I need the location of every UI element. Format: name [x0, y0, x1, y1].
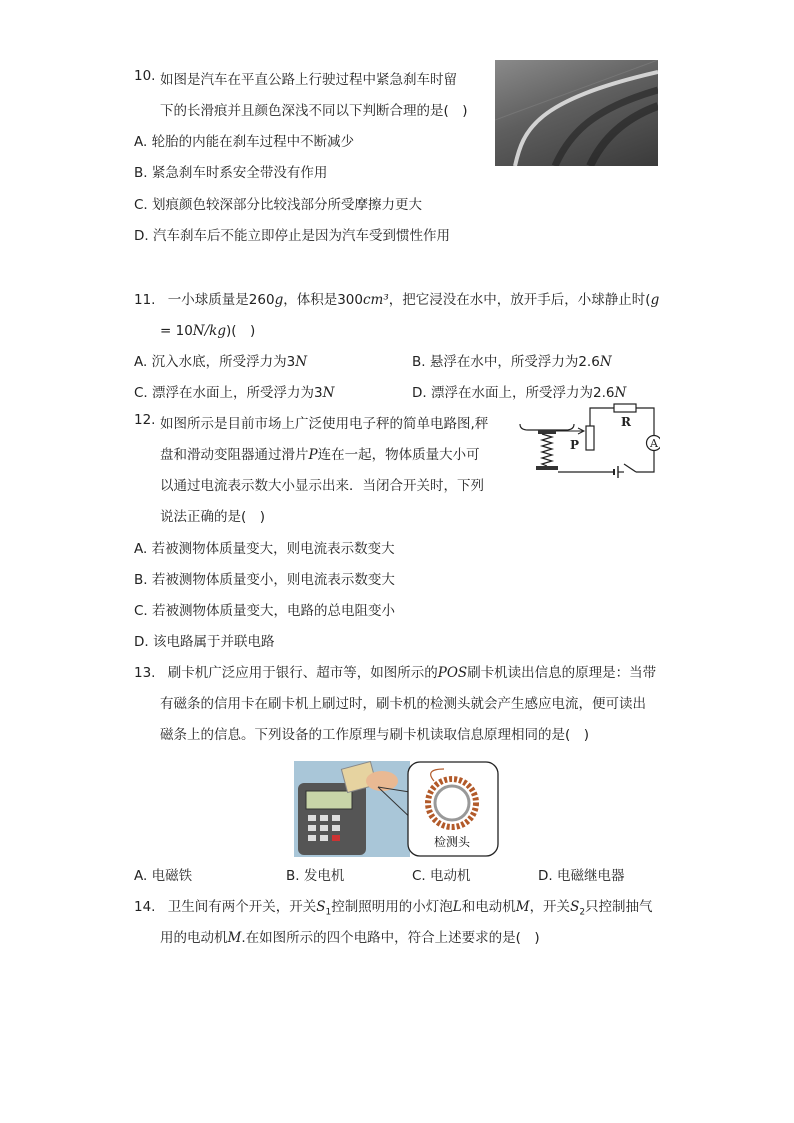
pos-key	[332, 825, 340, 831]
pos-key-red	[332, 835, 340, 841]
q14-stem-line2: 用的电动机M.在如图所示的四个电路中，符合上述要求的是( )	[160, 930, 540, 946]
pos-screen	[306, 791, 352, 809]
q13-option-d: D. 电磁继电器	[538, 868, 625, 884]
q13-option-b: B. 发电机	[286, 868, 345, 884]
pos-key	[332, 815, 340, 821]
scale-pan	[520, 424, 574, 430]
q13-stem-line2: 有磁条的信用卡在刷卡机上刷过时，刷卡机的检测头就会产生感应电流，便可读出	[160, 696, 646, 712]
q12-stem-line4: 说法正确的是( )	[160, 509, 266, 525]
pos-key	[308, 825, 316, 831]
q10-option-d: D. 汽车刹车后不能立即停止是因为汽车受到惯性作用	[134, 228, 450, 244]
q14-stem-line1: 14. 卫生间有两个开关，开关$S_1$控制照明用的小灯泡L和电动机M，开关$S_2$只控制抽气	[134, 899, 653, 918]
wire-top-right	[636, 408, 654, 435]
wire-right	[636, 451, 654, 472]
q12-stem-line3: 以通过电流表示数大小显示出来．当闭合开关时，下列	[160, 478, 484, 494]
q11-option-b: B. 悬浮在水中，所受浮力为2.6N	[412, 354, 612, 370]
q11-stem-line1: 11. 一小球质量是260g，体积是300cm³，把它浸没在水中，放开手后，小球静止时(g	[134, 292, 660, 308]
detector-head-caption: 检测头	[434, 835, 471, 849]
rheostat	[586, 426, 594, 450]
label-p: P	[570, 438, 580, 452]
q12-stem-line1: 如图所示是目前市场上广泛使用电子秤的简单电路图,秤	[160, 416, 489, 432]
q12-option-b: B. 若被测物体质量变小，则电流表示数变大	[134, 572, 395, 588]
q12-option-c: C. 若被测物体质量变大，电路的总电阻变小	[134, 603, 396, 619]
base	[536, 466, 558, 470]
q11-number: 11.	[134, 292, 156, 308]
q12-option-d: D. 该电路属于并联电路	[134, 634, 275, 650]
q10-number: 10.	[134, 68, 156, 84]
q10-stem-line1: 如图是汽车在平直公路上行驶过程中紧急刹车时留	[160, 72, 457, 88]
q11-option-a: A. 沉入水底，所受浮力为3N	[134, 354, 307, 370]
scale-circuit-diagram	[518, 400, 660, 482]
q10-option-c: C. 划痕颜色较深部分比较浅部分所受摩擦力更大	[134, 197, 423, 213]
spring	[542, 434, 552, 466]
q11-stem-line2: = 10N/kg)( )	[160, 323, 256, 339]
q12-number: 12.	[134, 412, 156, 428]
pos-key	[308, 835, 316, 841]
skid-marks-drawing	[495, 60, 658, 166]
q13-stem-line3: 磁条上的信息。下列设备的工作原理与刷卡机读取信息原理相同的是( )	[160, 727, 590, 743]
q12-stem-line2: 盘和滑动变阻器通过滑片P连在一起，物体质量大小可	[160, 447, 480, 463]
pan-post	[538, 430, 556, 434]
q11-option-c: C. 漂浮在水面上，所受浮力为3N	[134, 385, 335, 401]
label-a: A	[650, 437, 658, 450]
pos-key	[320, 815, 328, 821]
q13-option-c: C. 电动机	[412, 868, 471, 884]
q12-option-a: A. 若被测物体质量变大，则电流表示数变大	[134, 541, 395, 557]
q14-number: 14.	[134, 899, 156, 915]
pos-key	[320, 825, 328, 831]
skid-marks-photo	[495, 60, 658, 166]
q10-option-b: B. 紧急刹车时系安全带没有作用	[134, 165, 328, 181]
switch-blade	[624, 464, 636, 472]
pos-machine-figure	[294, 761, 500, 857]
q13-option-a: A. 电磁铁	[134, 868, 193, 884]
q13-number: 13.	[134, 665, 156, 681]
resistor-r	[614, 404, 636, 412]
wire-top-left	[590, 408, 614, 426]
q11-option-d: D. 漂浮在水面上，所受浮力为2.6N	[412, 385, 627, 401]
label-r: R	[621, 415, 631, 429]
q13-stem-line1: 13. 刷卡机广泛应用于银行、超市等，如图所示的POS刷卡机读出信息的原理是：当带	[134, 665, 657, 681]
pos-key	[320, 835, 328, 841]
pos-key	[308, 815, 316, 821]
q10-stem-line2: 下的长滑痕并且颜色深浅不同以下判断合理的是( )	[160, 103, 468, 119]
q10-option-a: A. 轮胎的内能在刹车过程中不断减少	[134, 134, 355, 150]
